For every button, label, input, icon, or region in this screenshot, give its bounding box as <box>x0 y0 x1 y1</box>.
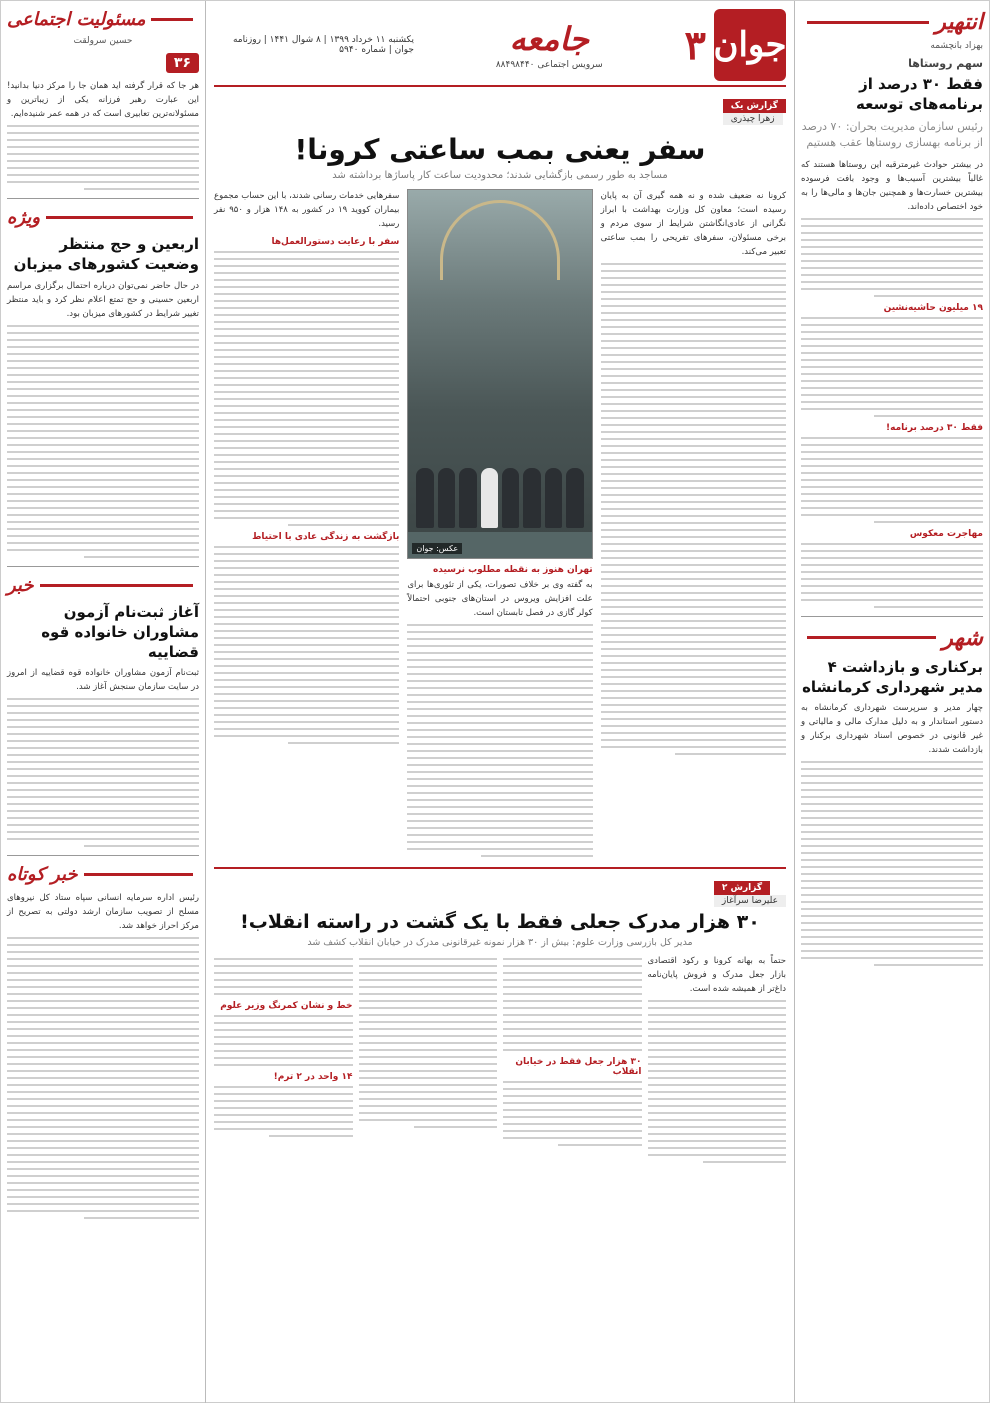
second-story <box>214 867 786 1163</box>
section-title: خبر <box>7 574 34 596</box>
text-lines <box>801 437 983 523</box>
story-body: چهار مدیر و سرپرست شهرداری کرمانشاه به دستور استاندار و به دلیل مدارک مالی و مالیاتی و غیر قانونی در خصوص اسناد شهرداری برکنار و بازداشت شدند. <box>801 703 983 756</box>
section-title: مسئولیت اجتماعی <box>7 9 146 30</box>
story-subhead: مهاجرت معکوس <box>909 528 983 539</box>
article-text: حتماً به بهانه کرونا و رکود اقتصادی بازار جعل مدرک و فروش پایان‌نامه داغ‌تر از همیشه شده است. <box>647 956 786 995</box>
story-body: ثبت‌نام آزمون مشاوران خانواده قوه قضاییه از امروز در سایت سازمان سنجش آغاز شد. <box>7 668 199 693</box>
dateline: یکشنبه ۱۱ خرداد ۱۳۹۹ | ۸ شوال ۱۴۴۱ | روزنامه جوان | شماره ۵۹۴۰ <box>232 35 414 55</box>
divider <box>7 566 199 567</box>
text-lines <box>503 958 642 1051</box>
section-title: ویژه <box>7 207 41 229</box>
story-body: در حال حاضر نمی‌توان درباره احتمال برگزاری مراسم اربعین حسینی و حج تمتع اعلام نظر کرد و باید منتظر تغییر شرایط در کشورهای میزبان بود. <box>7 280 199 319</box>
brief-text: رئیس اداره سرمایه انسانی سپاه ستاد کل نیروهای مسلح از تصویب سازمان ارشد دولتی به تصریح از مرکز احراز خواهد شد. <box>7 893 199 932</box>
text-lines <box>801 543 983 608</box>
section-title: انتهیر <box>935 9 983 35</box>
story-headline[interactable]: فقط ۳۰ درصد از برنامه‌های توسعه <box>856 75 983 114</box>
story-headline[interactable]: آغاز ثبت‌نام آزمون مشاوران خانواده قوه قضاییه <box>41 602 199 662</box>
text-lines <box>801 218 983 297</box>
mosque-arch <box>440 200 560 280</box>
text-lines <box>7 937 199 1219</box>
masthead-brand <box>685 9 786 81</box>
section-tag-responsibility <box>7 9 199 30</box>
text-lines <box>214 1015 353 1066</box>
story-subhead: ۱۹ میلیون حاشیه‌نشین <box>883 302 983 313</box>
story-subhead: فقط ۳۰ درصد برنامه! <box>886 422 983 433</box>
second-headline[interactable]: ۳۰ هزار مدرک جعلی فقط با یک گشت در راسته انقلاب! <box>240 911 760 934</box>
section-title: خبر کوتاه <box>7 864 78 886</box>
section-author: حسین سرولقت <box>73 36 133 46</box>
section-rule <box>151 18 193 21</box>
badge-label: گزارش ۲ <box>714 881 770 895</box>
worshippers <box>416 468 583 528</box>
section-name: جامعه <box>509 20 589 58</box>
article-column <box>601 189 786 857</box>
article-column <box>214 954 353 1163</box>
photo-credit: عکس: جوان <box>412 543 462 554</box>
report-badge <box>714 881 786 907</box>
main-headline[interactable]: سفر یعنی بمب ساعتی کرونا! <box>294 133 706 166</box>
text-lines <box>359 958 498 1128</box>
masthead-center <box>496 20 603 70</box>
article-column <box>407 189 592 857</box>
text-lines <box>214 1086 353 1137</box>
text-lines <box>407 624 592 857</box>
text-lines <box>7 698 199 847</box>
story-lead: رئیس سازمان مدیریت بحران: ۷۰ درصد از برنامه بهسازی روستاها عقب هستیم <box>801 119 983 149</box>
article-text: به گفته وی بر خلاف تصورات، یکی از تئوری‌ها برای علت افزایش ویروس در استان‌های جنوبی احتمالاً کولر گازی در فصل تابستان است. <box>407 580 593 619</box>
article-subhead: ۳۰ هزار جعل فقط در خیابان انقلاب <box>515 1057 642 1078</box>
mosque-photo[interactable] <box>407 189 592 559</box>
left-column <box>1 1 206 1403</box>
badge-author: زهرا چیذری <box>723 113 783 125</box>
section-rule <box>40 584 194 587</box>
service-line: سرویس اجتماعی ۸۸۴۹۸۴۴۰ <box>495 60 603 70</box>
divider <box>7 855 199 856</box>
text-lines <box>801 761 983 966</box>
section-tag-briefs <box>7 864 199 885</box>
main-lead: مساجد به طور رسمی بازگشایی شدند؛ محدودیت ساعت کار پاساژها برداشته شد <box>332 170 668 181</box>
divider <box>7 198 199 199</box>
text-lines <box>801 317 983 417</box>
article-subhead: بازگشت به زندگی عادی با احتیاط <box>252 532 400 543</box>
badge-label: گزارش یک <box>723 99 786 113</box>
text-lines <box>214 958 353 995</box>
section-tag-main <box>801 9 983 35</box>
article-subhead: سفر با رعایت دستورالعمل‌ها <box>271 237 400 248</box>
story-body: در بیشتر حوادث غیرمترقبه این روستاها هستند که غالباً بیشترین آسیب‌ها و وجود بافت فرسوده بیشترین خسارت‌ها و همچنین جان‌ها و مالی‌ها را به خود اختصاص داده‌اند. <box>801 159 983 212</box>
section-rule <box>84 873 193 876</box>
report-badge <box>723 99 786 125</box>
main-article-grid <box>214 189 786 857</box>
article-subhead: ۱۴ واحد در ۲ ترم! <box>273 1072 353 1083</box>
text-lines <box>7 325 199 558</box>
section-author: بهزاد بانچشمه <box>930 41 983 51</box>
story-headline[interactable]: برکناری و بازداشت ۴ مدیر شهرداری کرمانشاه <box>802 657 983 696</box>
text-lines <box>214 251 399 526</box>
article-column <box>359 954 498 1163</box>
badge-author: علیرضا سرآغاز <box>714 895 786 907</box>
text-lines <box>648 1000 787 1163</box>
divider <box>801 616 983 617</box>
article-text: سفرهایی خدمات رسانی شدند، با این حساب مجموع بیماران کووید ۱۹ در کشور به ۱۴۸ هزار و ۹۵۰ نفر رسید. <box>214 191 400 230</box>
article-column <box>503 954 642 1163</box>
right-column <box>794 1 989 1403</box>
section-rule <box>807 21 929 24</box>
number-badge: ۳۶ <box>166 53 199 73</box>
second-lead: مدیر کل بازرسی وزارت علوم: بیش از ۳۰ هزار نمونه غیرقانونی مدرک در خیابان انقلاب کشف شد <box>307 937 693 949</box>
section-rule <box>46 216 193 219</box>
story-kicker: سهم روستاها <box>908 57 983 70</box>
section-tag-news <box>7 575 199 596</box>
story-headline[interactable]: اربعین و حج منتظر وضعیت کشورهای میزبان <box>13 235 199 274</box>
article-subhead: تهران هنوز به نقطه مطلوب نرسیده <box>432 565 593 575</box>
masthead <box>214 9 786 87</box>
article-text: کرونا نه ضعیف شده و نه همه گیری آن به پایان رسیده است؛ معاون کل وزارت بهداشت با ابراز نگرانی از عادی‌انگاشتن شرایط از سوی مردم و برخی مسئولان، سفرهای تفریحی را بمب ساعتی تعبیر می‌کند. <box>600 191 786 258</box>
newspaper-logo: جوان <box>714 9 786 81</box>
section-rule <box>807 636 936 639</box>
text-lines <box>214 546 399 744</box>
text-lines <box>7 125 199 190</box>
article-subhead: خط و نشان کمرنگ وزیر علوم <box>220 1001 353 1012</box>
page-number: ۳ <box>684 21 706 69</box>
center-area <box>206 1 794 1403</box>
second-article-grid <box>214 954 786 1163</box>
section-tag-special <box>7 207 199 228</box>
article-column <box>214 189 399 857</box>
article-column <box>648 954 787 1163</box>
section-tag-city <box>801 625 983 651</box>
text-lines <box>503 1081 642 1146</box>
section-title: شهر <box>942 624 983 651</box>
text-lines <box>601 263 786 755</box>
quote-text: هر جا که قرار گرفته اید همان جا را مرکز دنیا بدانید! این عبارت رهبر فرزانه یکی از زیباترین و مسئولانه‌ترین تعابیری است که در همه عمر شنیده‌ایم. <box>7 81 199 120</box>
